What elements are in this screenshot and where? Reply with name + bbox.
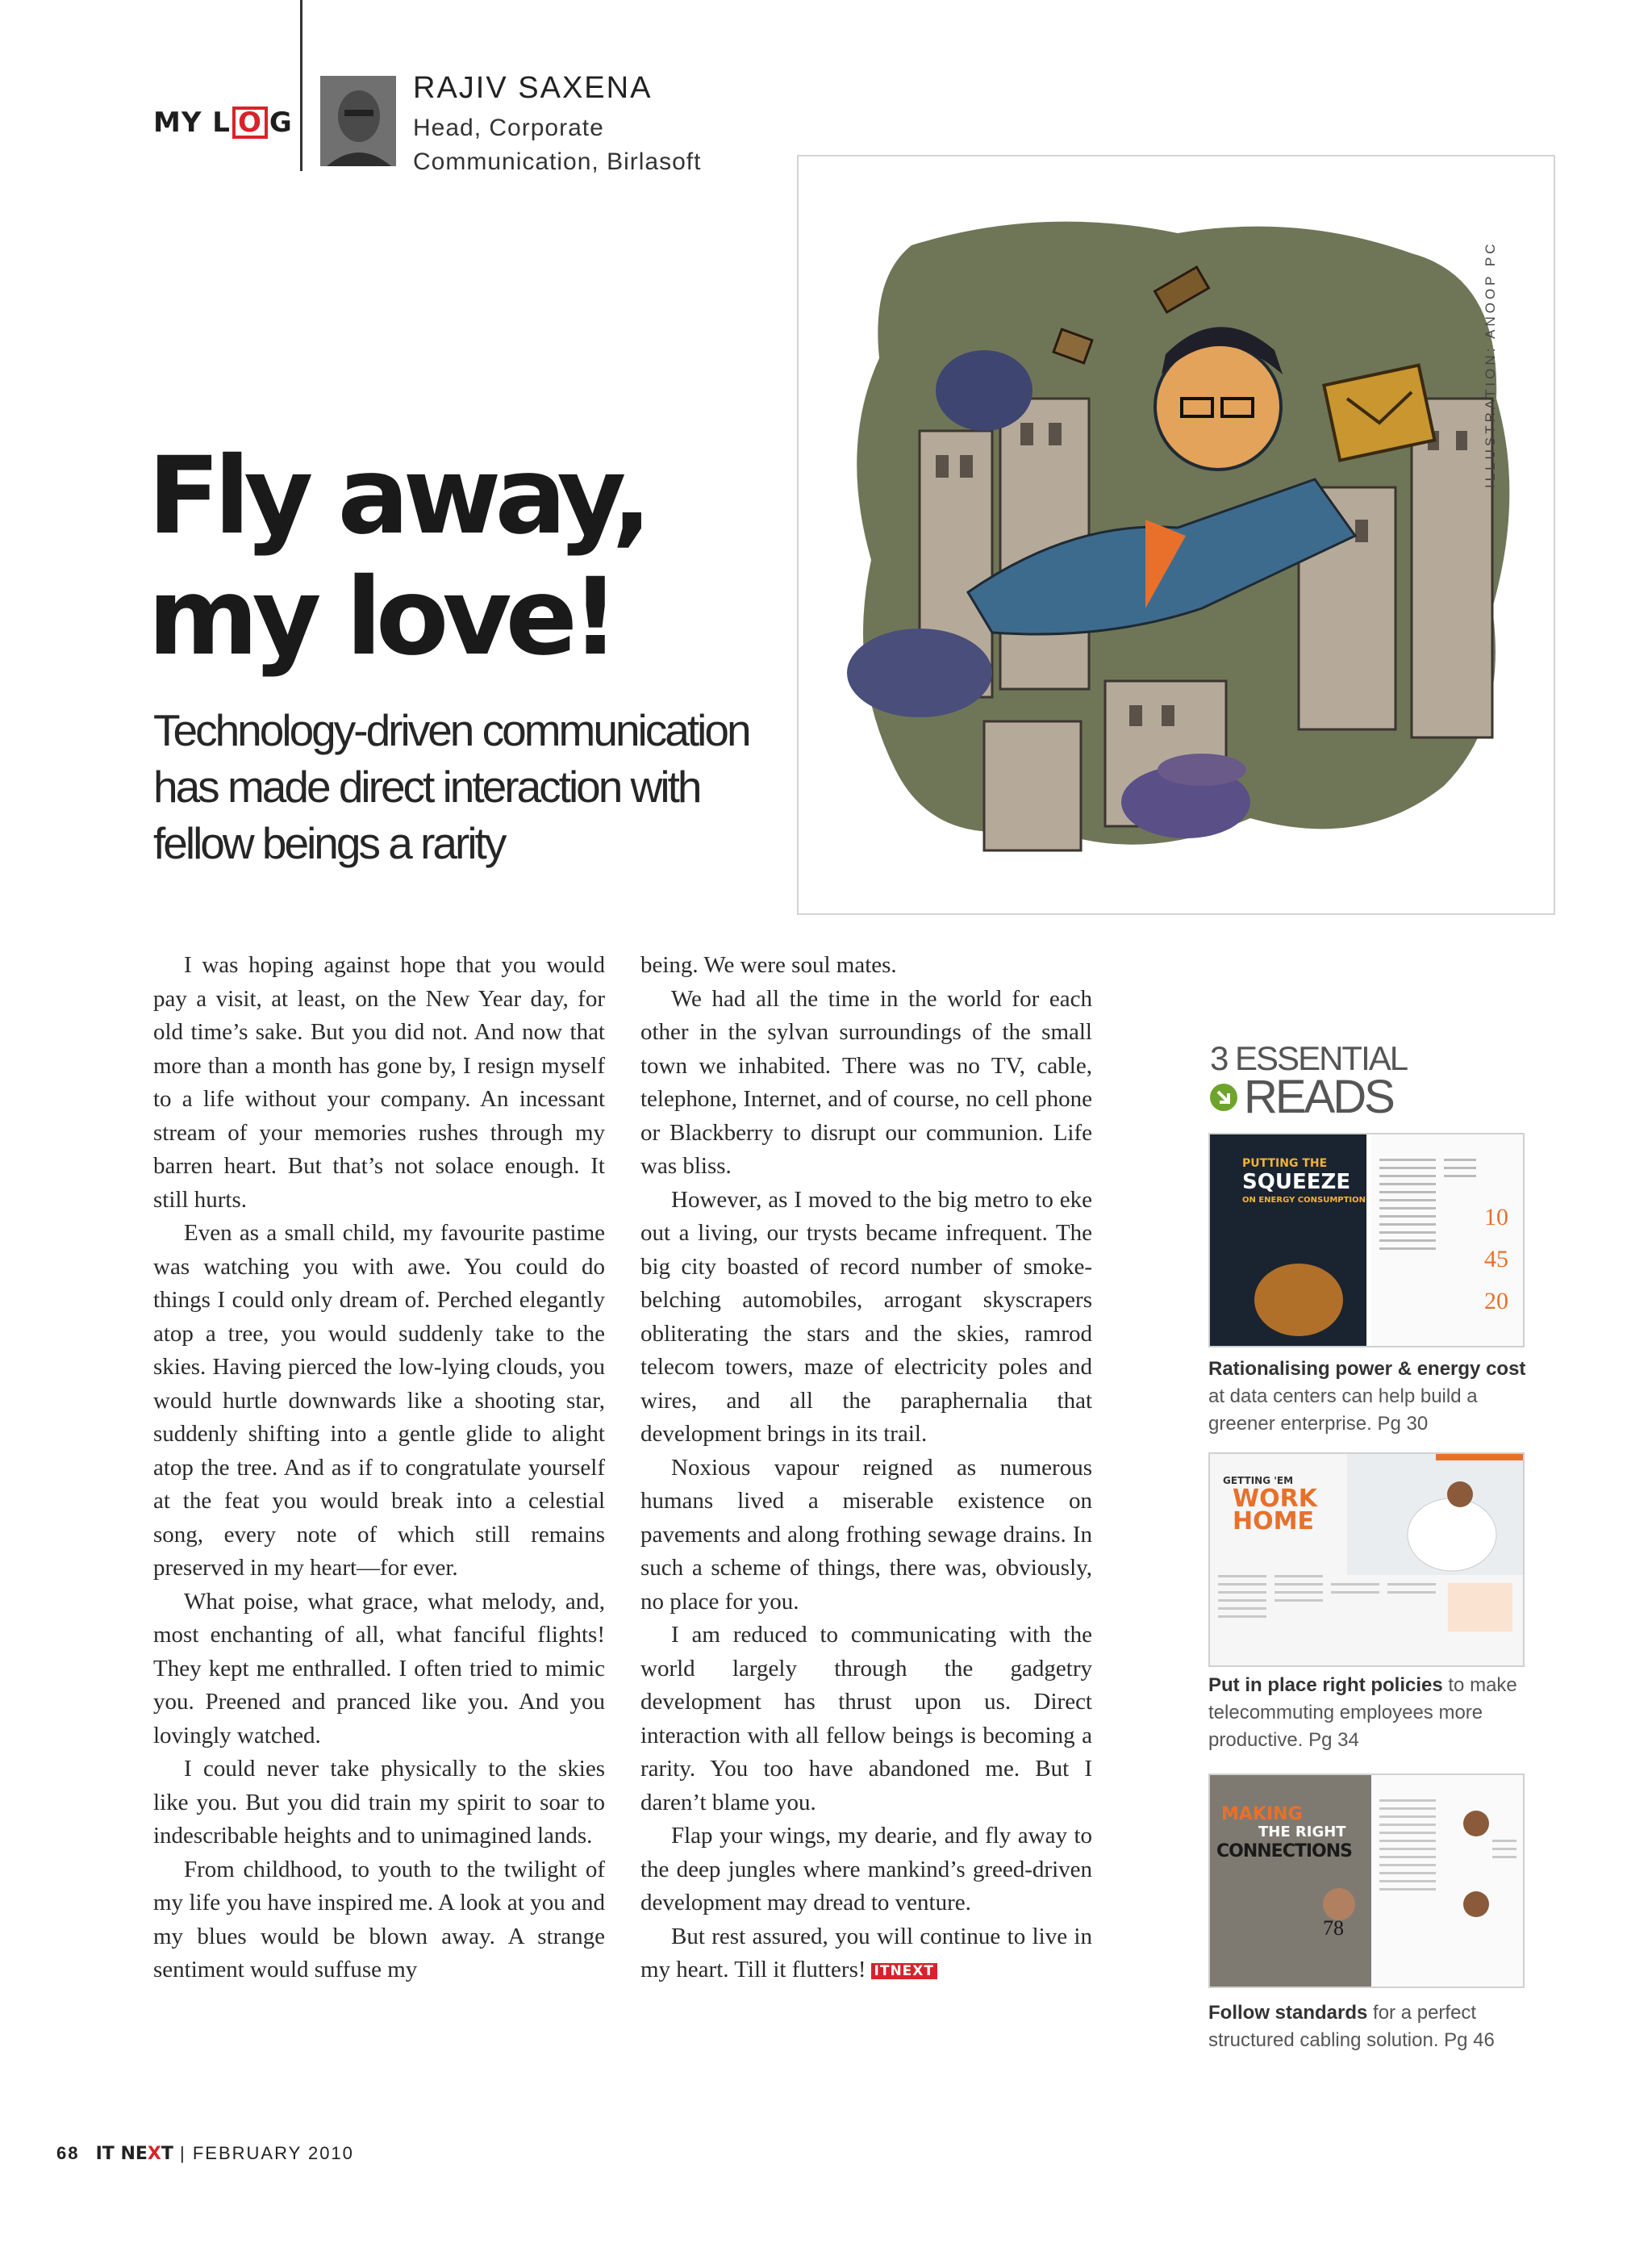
paragraph: From childhood, to youth to the twilight of my life you have inspired me. A look at you and my blues would be blown away. A strange sentiment would suffuse my xyxy=(153,1856,605,1982)
paragraph: Flap your wings, my dearie, and fly away to the deep jungles where mankind’s greed-driven development may dread to venture. xyxy=(640,1823,1092,1916)
body-column-1 xyxy=(153,949,605,1987)
paragraph: Noxious vapour reigned as numerous humans lived a miserable existence on pavements and along frothing sewage drains. In such a scheme of things, there was, obviously, no place for you. xyxy=(640,1454,1092,1615)
thumb-kicker: PUTTING THE xyxy=(1242,1157,1328,1170)
paragraph: I am reduced to communicating with the world largely through the gadgetry development has thrust upon us. Direct interaction with all fellow beings is becoming a rarity. You too have abandoned me. But I daren’t blame you. xyxy=(640,1622,1092,1815)
author-portrait xyxy=(320,76,396,166)
thumb-stat: 45 xyxy=(1484,1246,1508,1272)
read-thumbnail-cabling[interactable] xyxy=(1208,1773,1525,1988)
arrow-down-right-icon xyxy=(1210,1084,1237,1111)
thumb-title: SQUEEZE xyxy=(1242,1170,1351,1194)
paragraph xyxy=(640,1920,1092,1987)
article-title: Fly away, my love! xyxy=(148,434,646,679)
paragraph: being. We were soul mates. xyxy=(640,952,897,978)
body-column-2 xyxy=(640,949,1092,1987)
thumb-kicker: MAKING xyxy=(1221,1804,1303,1824)
thumb-title: THE RIGHT xyxy=(1258,1824,1346,1840)
header-divider xyxy=(300,0,302,171)
illustration-credit: ILLUSTRATION: ANOOP PC xyxy=(1483,240,1498,488)
sidebar-title-reads: READS xyxy=(1244,1071,1393,1123)
article-deck: Technology-driven communication has made direct interaction with fellow beings a rarity xyxy=(153,705,749,868)
thumb-title-2: CONNECTIONS xyxy=(1216,1841,1352,1861)
paragraph: I could never take physically to the skies like you. But you did train my spirit to soar to indescribable heights and to unimagined lands. xyxy=(153,1756,605,1849)
section-tag-o: O xyxy=(232,107,268,139)
paragraph: I was hoping against hope that you would pay a visit, at least, on the New Year day, for old time’s sake. But you did not. And now that more than a month has gone by, I resign myself to a life without your company. An incessant stream of your memories rushes through my barren heart. But that’s not solace enough. It still hurts. xyxy=(153,952,605,1213)
section-tag: MY L O G xyxy=(153,107,293,139)
read-caption-telecommute[interactable]: Put in place right policies to make telecommuting employees more productive. Pg 34 xyxy=(1208,1674,1517,1751)
paragraph: Even as a small child, my favourite pastime was watching you with awe. You could do things I could only dream of. Perched elegantly atop a tree, you would suddenly take to the skies. Having pierced the low-lying clouds, you would hurtle downwards like a shooting star, suddenly shifting into a gentle glide to alight atop the tree. And as if to congratulate yourself at the feat you would break into a celestial song, every note of which still remains preserved in my heart—for ever. xyxy=(153,1220,605,1581)
issue-date: FEBRUARY 2010 xyxy=(192,2143,354,2163)
read-thumbnail-energy[interactable] xyxy=(1208,1133,1525,1347)
thumb-stat: 20 xyxy=(1484,1288,1508,1314)
end-mark-logo: ITNEXT xyxy=(871,1963,937,1979)
thumb-title: WORK HOME xyxy=(1233,1485,1317,1535)
paragraph: We had all the time in the world for each other in the sylvan surroundings of the small town we inhabited. There was no TV, cable, telephone, Internet, and of course, no cell phone or Blackberry to disrupt our communion. Life was bliss. xyxy=(640,985,1092,1179)
read-caption-cabling[interactable]: Follow standards for a perfect structured cabling solution. Pg 46 xyxy=(1208,2002,1495,2051)
sidebar-title: 3 ESSENTIAL xyxy=(1210,1039,1408,1077)
magazine-logo: IT NEXT xyxy=(95,2144,173,2164)
paragraph: However, as I moved to the big metro to eke out a living, our trysts became infrequent. The big city boasted of record number of smoke-belching automobiles, arrogant skyscrapers obliterating the stars and the skies, ramrod telecom towers, maze of electricity poles and wires, and all the paraphernalia that development brings in its trail. xyxy=(640,1186,1092,1447)
article-illustration xyxy=(797,155,1555,915)
thumb-stat: 10 xyxy=(1484,1204,1508,1230)
thumb-sub: ON ENERGY CONSUMPTION xyxy=(1242,1196,1366,1205)
read-thumbnail-telecommute[interactable] xyxy=(1208,1452,1525,1667)
author-name: RAJIV SAXENA xyxy=(413,71,653,105)
page-footer: 68 IT NEXT | FEBRUARY 2010 xyxy=(56,2143,354,2164)
page-number: 68 xyxy=(56,2143,80,2163)
thumb-stat: 78 xyxy=(1323,1916,1344,1940)
paragraph: What poise, what grace, what melody, and, most enchanting of all, what fanciful flights! They kept me enthralled. I often tried to mimic you. Preened and pranced like you. And you lovingly watched. xyxy=(153,1588,605,1748)
author-role: Head, Corporate Communication, Birlasoft xyxy=(413,115,702,175)
closing-line: But rest assured, you will continue to live in my heart. Till it flutters! xyxy=(640,1923,1092,1982)
thumb-kicker: GETTING 'EM xyxy=(1223,1475,1294,1486)
read-caption-energy[interactable]: Rationalising power & energy cost at data centers can help build a greener enterprise. Pg 30 xyxy=(1208,1358,1526,1435)
